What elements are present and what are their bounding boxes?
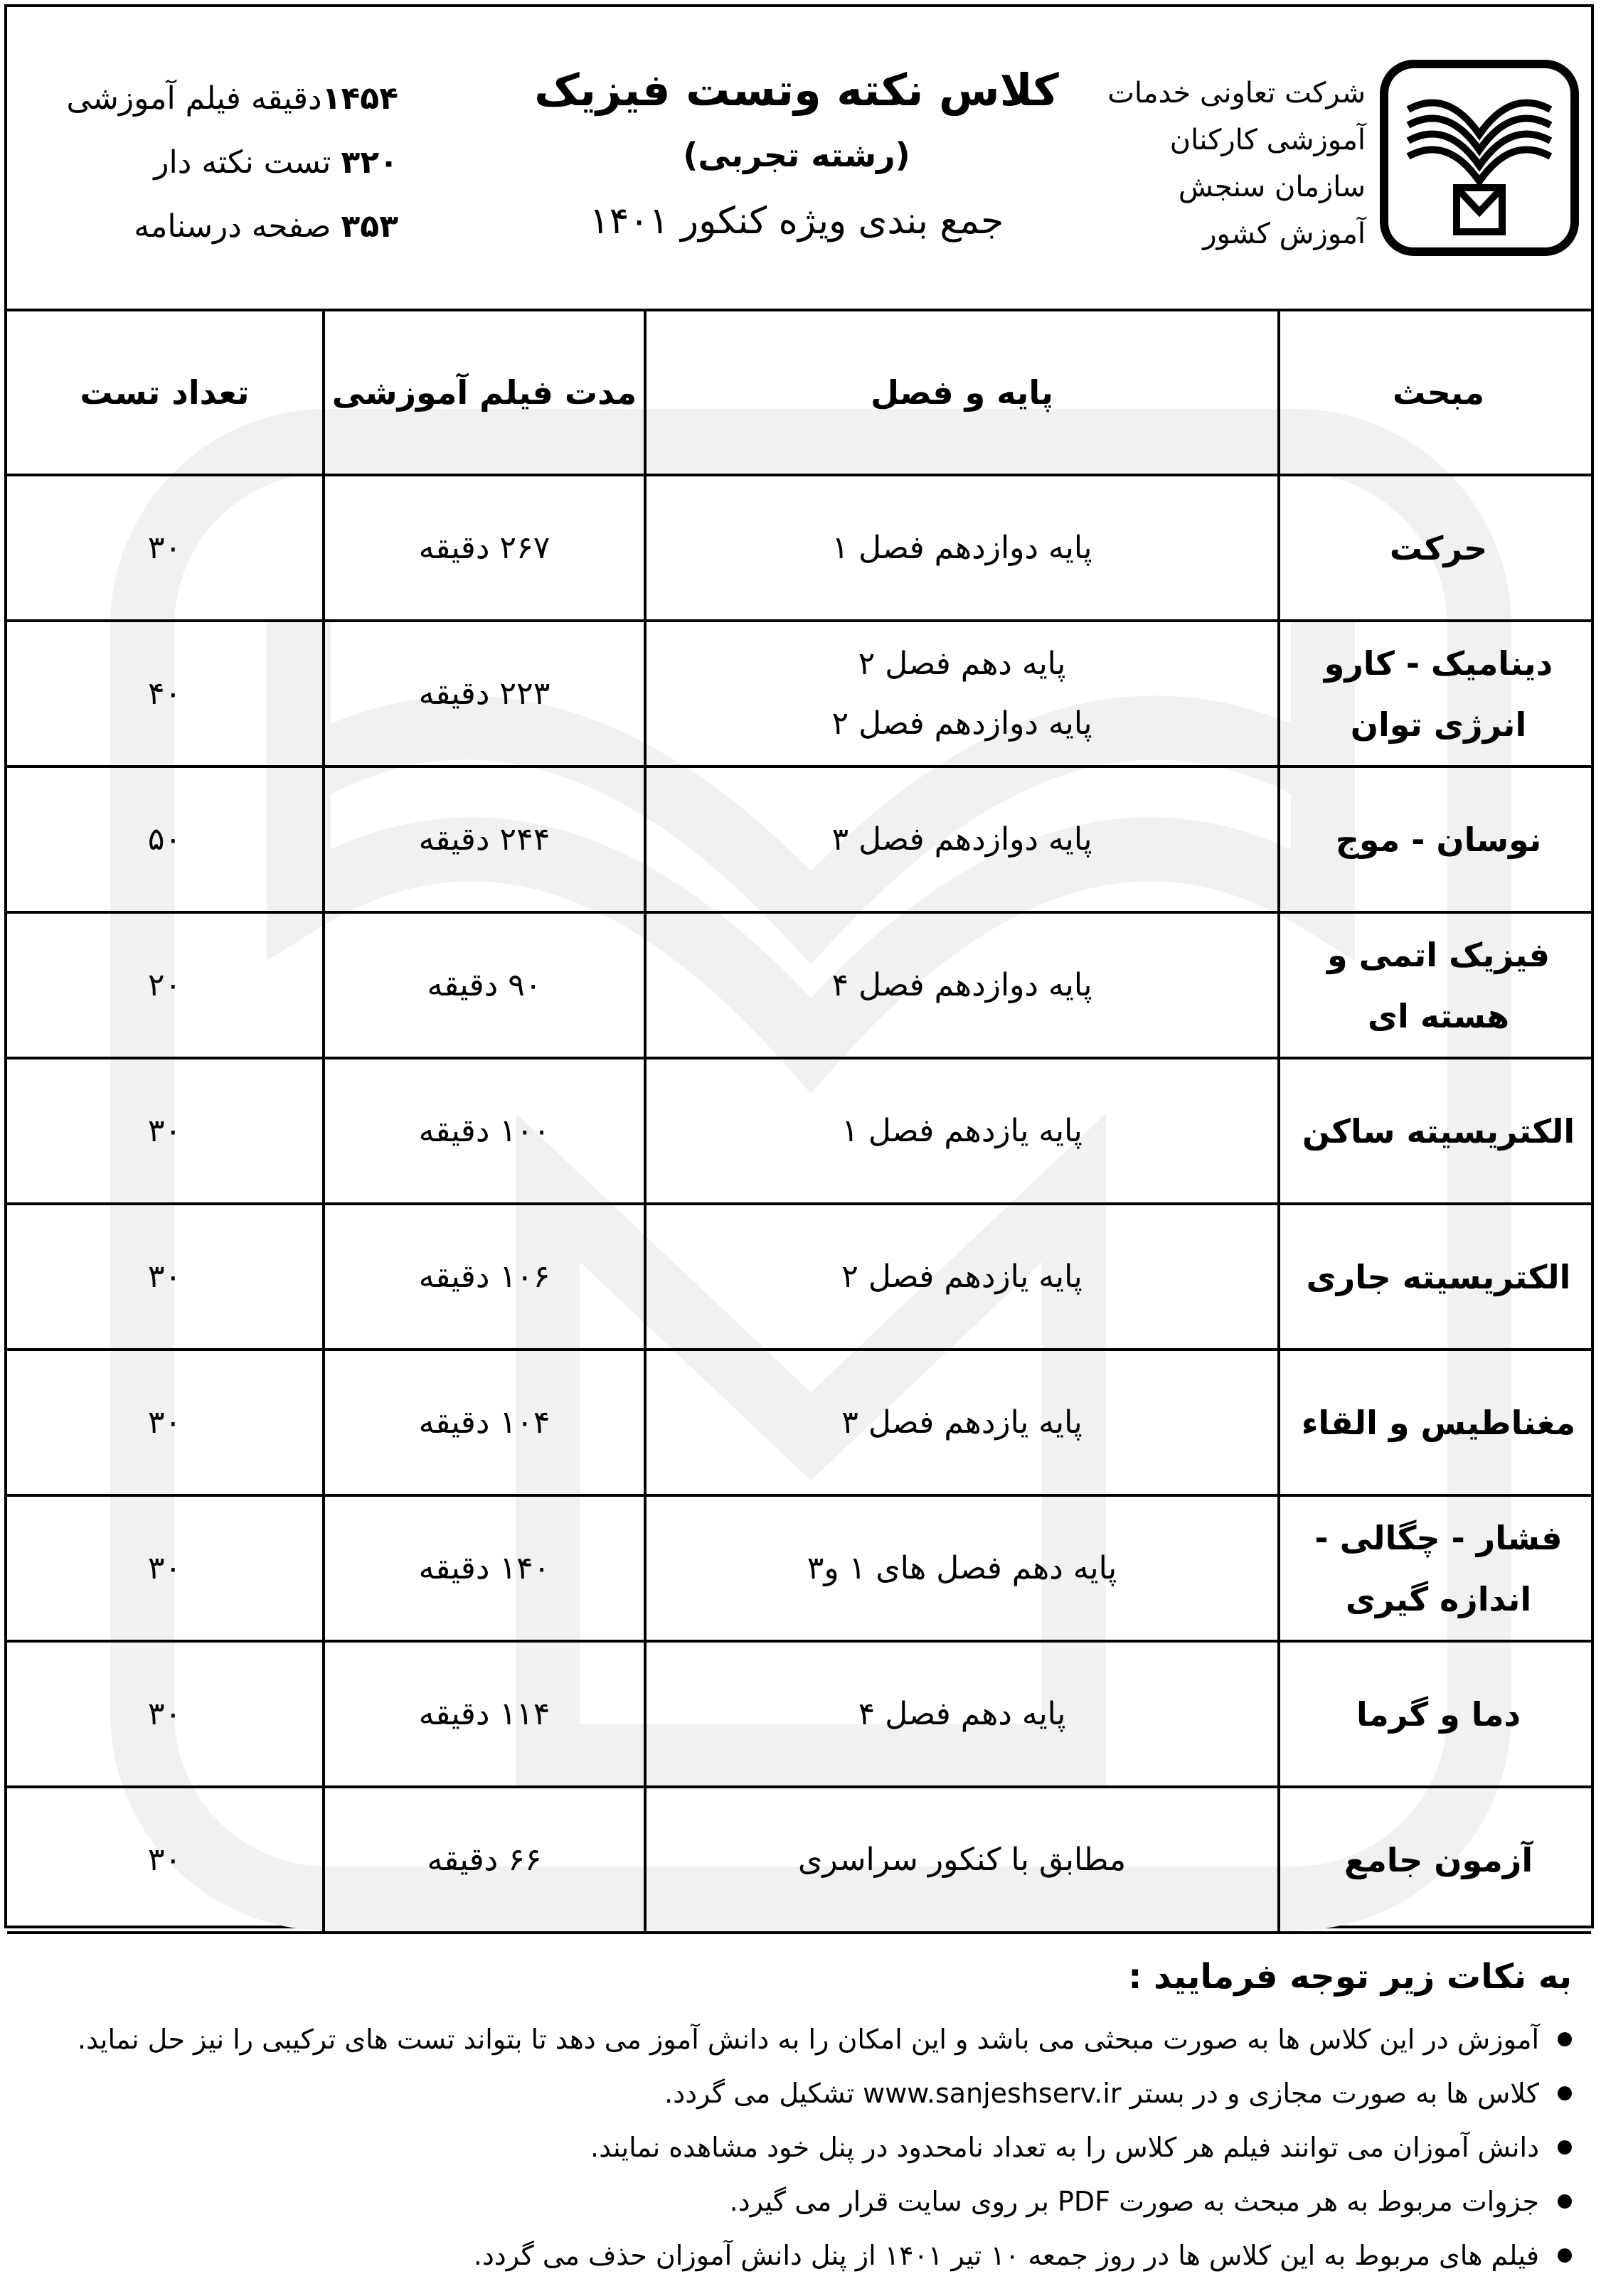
cell-topic: مغناطیس و القاء (1301, 1403, 1576, 1442)
cell-topic: الکتریسیته جاری (1306, 1257, 1571, 1296)
table-row (7, 1788, 1591, 1934)
cell-film-duration: ۹۰ دقیقه (427, 967, 542, 1003)
cell-grade (644, 1497, 1280, 1640)
cell-film-duration: ۱۰۶ دقیقه (418, 1259, 550, 1295)
table-row (7, 622, 1591, 768)
bullet-icon (1558, 2194, 1572, 2209)
cell-topic: فشار - چگالی - اندازه گیری (1314, 1518, 1563, 1618)
grade-line: پایه دهم فصل ۴ (858, 1695, 1066, 1732)
cell-topic: دینامیک - کارو انرژی توان (1324, 644, 1553, 744)
cell-grade (644, 768, 1280, 911)
cell-film-duration: ۱۱۴ دقیقه (418, 1696, 550, 1732)
table-row (7, 1351, 1591, 1497)
cell-grade (644, 476, 1280, 619)
org-line: آموزشی کارکنان (1169, 124, 1366, 156)
notes-title: به نکات زیر توجه فرمایید : (1128, 1957, 1572, 1997)
cell-test-count: ۳۰ (7, 1351, 325, 1494)
header-grade: پایه و فصل (644, 311, 1280, 474)
cell-test-count: ۳۰ (7, 1497, 325, 1640)
note-text: جزوات مربوط به هر مبحث به صورت PDF بر روی سایت قرار می گیرد. (729, 2186, 1539, 2217)
note-item (57, 2174, 1572, 2228)
cell-topic: حرکت (1389, 528, 1488, 567)
stat-text: دقیقه فیلم آموزشی (66, 80, 322, 117)
page-subtitle: (رشته تجربی) (683, 136, 910, 174)
cell-film-duration: ۲۲۳ دقیقه (418, 676, 550, 712)
note-text: دانش آموزان می توانند فیلم هر کلاس را به تعداد نامحدود در پنل خود مشاهده نمایند. (590, 2132, 1539, 2163)
stat-text: صفحه درسنامه (134, 208, 331, 245)
cell-film-duration: ۲۴۴ دقیقه (418, 821, 550, 858)
grade-line: پایه یازدهم فصل ۲ (841, 1258, 1083, 1295)
grade-line: پایه دوازدهم فصل ۴ (831, 966, 1092, 1003)
cell-topic: آزمون جامع (1344, 1840, 1533, 1879)
stat-number: ۳۲۰ (341, 144, 398, 181)
stat-line (57, 195, 398, 259)
notes-list (57, 2012, 1572, 2282)
cell-test-count: ۴۰ (7, 622, 325, 765)
bullet-icon (1558, 2140, 1572, 2154)
grade-line: پایه دهم فصل ۲ (858, 645, 1066, 682)
note-text: فیلم های مربوط به این کلاس ها در روز جمعه ۱۰ تیر ۱۴۰۱ از پنل دانش آموزان حذف می گردد. (473, 2240, 1539, 2271)
stat-line (57, 131, 398, 195)
header (7, 7, 1591, 311)
grade-line: پایه دوازدهم فصل ۳ (831, 821, 1092, 858)
header-film: مدت فیلم آموزشی (331, 373, 637, 412)
grade-line: مطابق با کنکور سراسری (797, 1841, 1127, 1878)
grade-line: پایه دوازدهم فصل ۱ (831, 529, 1092, 566)
sanjesh-logo-icon (1380, 60, 1579, 256)
cell-grade (644, 914, 1280, 1057)
grade-line: پایه دهم فصل های ۱ و۳ (807, 1549, 1117, 1586)
table-row (7, 476, 1591, 622)
stat-text: تست نکته دار (154, 144, 331, 181)
table-header-row (7, 311, 1591, 476)
table-row (7, 1643, 1591, 1788)
cell-test-count: ۳۰ (7, 1205, 325, 1348)
bullet-icon (1558, 2248, 1572, 2263)
org-line: آموزش کشور (1203, 218, 1366, 250)
cell-film-duration: ۱۰۴ دقیقه (418, 1404, 550, 1441)
cell-grade (644, 1788, 1280, 1931)
page-tagline: جمع بندی ویژه کنکور ۱۴۰۱ (589, 200, 1004, 242)
cell-grade (644, 1643, 1280, 1785)
note-item (57, 2066, 1572, 2120)
stats-block (57, 67, 398, 259)
cell-topic: فیزیک اتمی و هسته ای (1327, 935, 1550, 1035)
cell-grade (644, 1059, 1280, 1202)
cell-test-count: ۲۰ (7, 914, 325, 1057)
table-row (7, 768, 1591, 914)
cell-grade (644, 622, 1280, 765)
cell-topic: الکتریسیته ساکن (1302, 1111, 1575, 1150)
table-row (7, 914, 1591, 1059)
table-row (7, 1497, 1591, 1643)
org-line: شرکت تعاونی خدمات (1107, 77, 1366, 110)
page-title: کلاس نکته وتست فیزیک (534, 64, 1059, 116)
stat-number: ۳۵۳ (341, 208, 398, 245)
cell-grade (644, 1205, 1280, 1348)
cell-film-duration: ۲۶۷ دقیقه (418, 530, 550, 566)
cell-test-count: ۵۰ (7, 768, 325, 911)
cell-film-duration: ۱۴۰ دقیقه (418, 1550, 550, 1586)
grade-line: پایه یازدهم فصل ۱ (841, 1112, 1083, 1149)
cell-film-duration: ۶۶ دقیقه (427, 1842, 542, 1878)
stat-number: ۱۴۵۴ (321, 80, 398, 117)
cell-topic: دما و گرما (1356, 1694, 1521, 1734)
cell-grade (644, 1351, 1280, 1494)
note-item (57, 2228, 1572, 2282)
org-line: سازمان سنجش (1178, 171, 1366, 203)
notes-section (57, 1941, 1572, 2282)
header-count: تعداد تست (7, 311, 325, 474)
cell-test-count: ۳۰ (7, 1788, 325, 1931)
cell-topic: نوسان - موج (1335, 820, 1542, 859)
title-block (533, 58, 1060, 252)
cell-test-count: ۳۰ (7, 1059, 325, 1202)
cell-test-count: ۳۰ (7, 1643, 325, 1785)
note-text: کلاس ها به صورت مجازی و در بستر www.sanjeshserv.ir تشکیل می گردد. (664, 2078, 1539, 2109)
cell-film-duration: ۱۰۰ دقیقه (418, 1113, 550, 1149)
grade-line: پایه دوازدهم فصل ۲ (831, 705, 1092, 742)
stat-line (57, 67, 398, 131)
note-text: آموزش در این کلاس ها به صورت مبحثی می باشد و این امکان را به دانش آموز می دهد تا بتواند تست های ترکیبی را نیز حل نماید. (77, 2024, 1539, 2055)
organization-name (1107, 70, 1366, 257)
note-item (57, 2120, 1572, 2174)
bullet-icon (1558, 2032, 1572, 2046)
header-topic: مبحث (1392, 373, 1485, 412)
grade-line: پایه یازدهم فصل ۳ (841, 1404, 1083, 1441)
bullet-icon (1558, 2086, 1572, 2100)
table-row (7, 1059, 1591, 1205)
cell-test-count: ۳۰ (7, 476, 325, 619)
page-frame (4, 4, 1594, 1928)
note-item (57, 2012, 1572, 2066)
table-row (7, 1205, 1591, 1351)
